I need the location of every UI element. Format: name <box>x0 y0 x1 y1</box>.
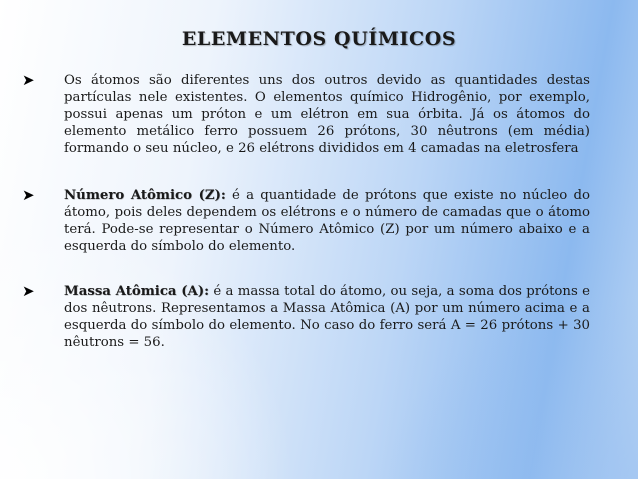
arrow-bullet-icon: ➤ <box>22 282 35 300</box>
arrow-bullet-icon: ➤ <box>22 186 35 204</box>
bullet-item <box>22 72 590 157</box>
bullet-term: Número Atômico (Z): <box>64 188 226 203</box>
bullet-item <box>22 283 590 351</box>
bullet-body: Os átomos são diferentes uns dos outros devido as quantidades destas partículas nele existentes. O elementos químico Hidrogênio, por exemplo, possui apenas um próton e um elétron em sua órbita. Já os átomos do elemento metálico ferro possuem 26 prótons, 30 nêutrons (em média) formando o seu núcleo, e 26 elétrons divididos em 4 camadas na eletrosfera <box>64 73 590 156</box>
bullet-term: Massa Atômica (A): <box>64 284 210 299</box>
slide-title: ELEMENTOS QUÍMICOS <box>181 28 457 50</box>
bullet-body: é a massa total do átomo, ou seja, a soma dos prótons e dos nêutrons. Representamos a Massa Atômica (A) por um número acima e a esquerda do símbolo do elemento. No caso do ferro será A = 26 prótons + 30 nêutrons = 56. <box>64 284 590 350</box>
bullet-item <box>22 187 590 255</box>
bullet-text <box>64 187 590 255</box>
bullet-list <box>22 72 590 351</box>
arrow-bullet-icon: ➤ <box>22 71 35 89</box>
bullet-text <box>64 72 590 157</box>
bullet-body: é a quantidade de prótons que existe no núcleo do átomo, pois deles dependem os elétrons e o número de camadas que o átomo terá. Pode-se representar o Número Atômico (Z) por um número abaixo e a esquerda do símbolo do elemento. <box>64 188 590 254</box>
bullet-text <box>64 283 590 351</box>
